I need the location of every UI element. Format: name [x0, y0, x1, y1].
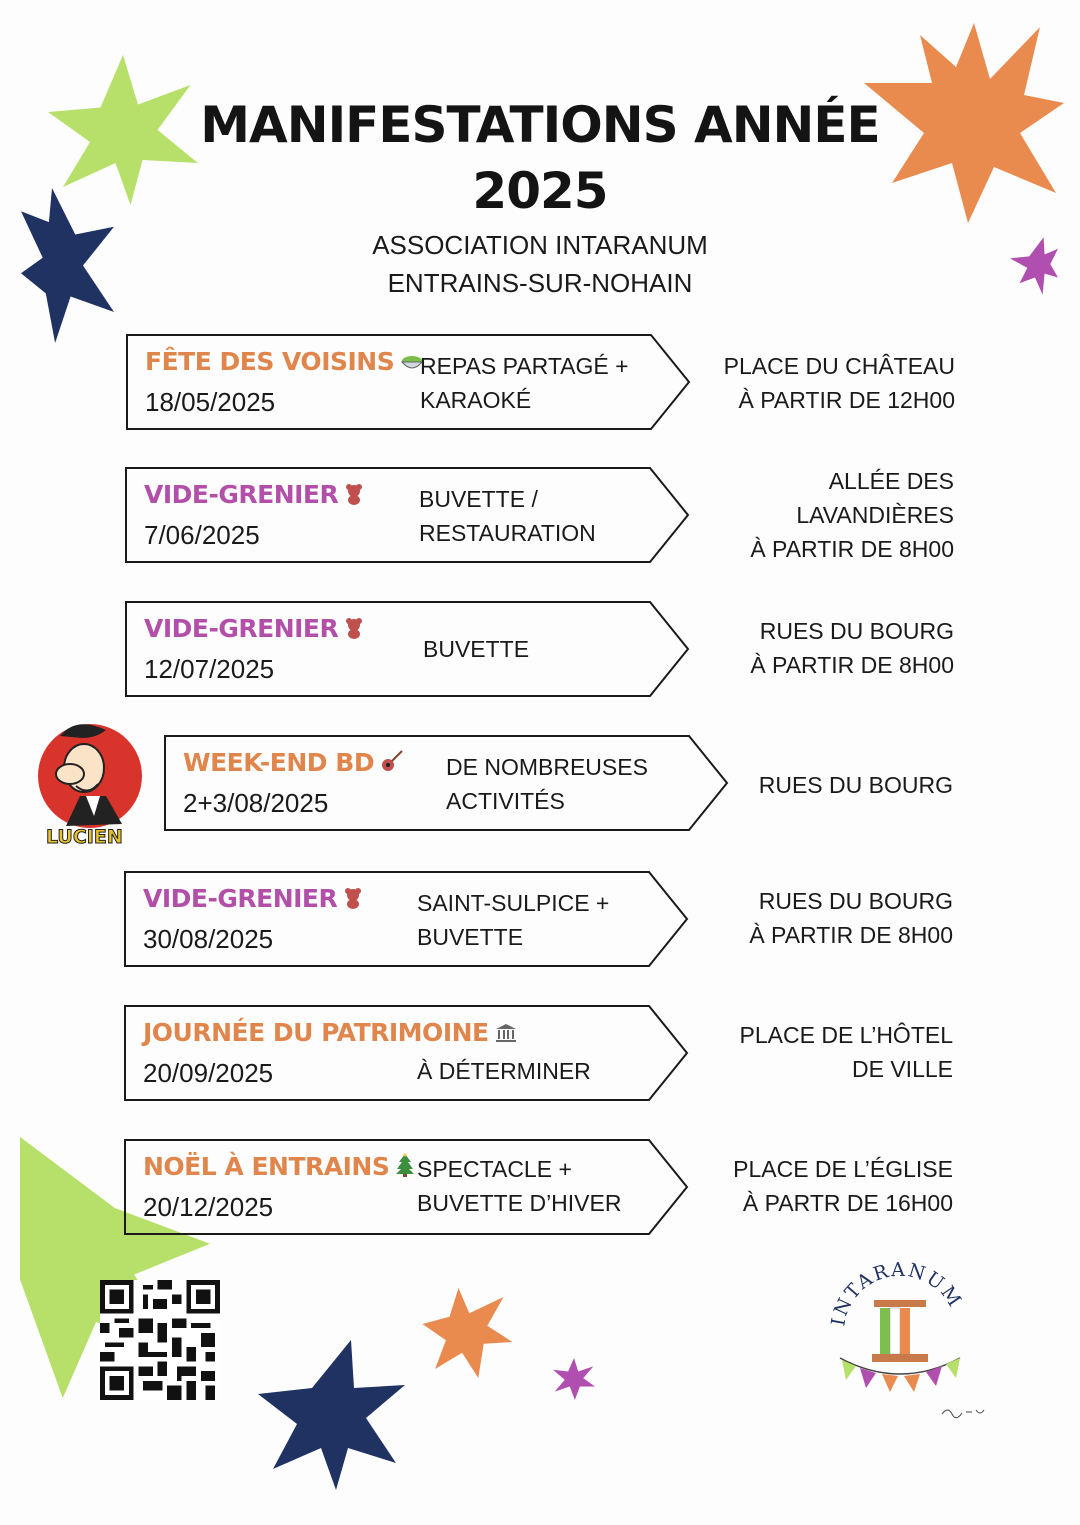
title-line-2: 2025: [472, 162, 608, 220]
event-name: VIDE-GRENIER: [143, 884, 363, 915]
event-card: [123, 870, 953, 968]
teddy-bear-icon: [343, 886, 363, 915]
event-description: BUVETTE / RESTAURATION: [419, 486, 596, 546]
event-date: 7/06/2025: [144, 520, 260, 550]
event-card: [163, 734, 953, 832]
guitar-icon: [380, 749, 404, 779]
event-place: RUES DU BOURG À PARTIR DE 8H00: [749, 888, 953, 948]
event-card: [125, 333, 955, 431]
event-card: [124, 466, 954, 564]
event-description: BUVETTE: [423, 636, 530, 662]
mascot-lucien: [36, 716, 144, 856]
event-name: FÊTE DES VOISINS: [145, 347, 424, 378]
event-name: VIDE-GRENIER: [144, 614, 364, 645]
intaranum-logo: [830, 1260, 970, 1410]
event-place: PLACE DU CHÂTEAU À PARTIR DE 12H00: [723, 353, 955, 413]
christmas-tree-icon: [395, 1153, 415, 1183]
association-name: ASSOCIATION INTARANUM: [372, 230, 708, 260]
title-line-1: MANIFESTATIONS ANNÉE: [200, 96, 880, 154]
qr-code-icon[interactable]: [100, 1280, 220, 1400]
event-description: DE NOMBREUSES ACTIVITÉS: [446, 754, 648, 814]
mascot-label: LUCIEN: [46, 826, 123, 848]
teddy-bear-icon: [344, 482, 364, 511]
event-place: PLACE DE L’ÉGLISE À PARTR DE 16H00: [733, 1156, 953, 1216]
event-card: [124, 600, 954, 698]
event-date: 18/05/2025: [145, 387, 276, 417]
event-name: JOURNÉE DU PATRIMOINE: [143, 1018, 517, 1049]
event-description: SPECTACLE + BUVETTE D’HIVER: [417, 1156, 622, 1216]
event-name: WEEK-END BD: [183, 748, 404, 779]
event-date: 2+3/08/2025: [183, 788, 329, 818]
event-place: PLACE DE L’HÔTEL DE VILLE: [739, 1022, 953, 1082]
svg-text:INTARANUM: NTARANUM: [830, 1260, 967, 1320]
navy-star-icon: [258, 1340, 408, 1490]
event-date: 12/07/2025: [144, 654, 275, 684]
event-date: 30/08/2025: [143, 924, 274, 954]
event-place: RUES DU BOURG: [758, 772, 953, 798]
page-title: [0, 92, 1080, 224]
signature-icon: [940, 1404, 986, 1420]
teddy-bear-icon: [344, 616, 364, 645]
town-name: ENTRAINS-SUR-NOHAIN: [387, 268, 693, 298]
event-description: SAINT-SULPICE + BUVETTE: [417, 890, 610, 950]
event-description: À DÉTERMINER: [417, 1058, 591, 1084]
event-card: [123, 1138, 953, 1236]
purple-star-icon: [553, 1358, 595, 1400]
event-place: ALLÉE DES LAVANDIÈRES À PARTIR DE 8H00: [750, 468, 954, 562]
orange-star-icon: [420, 1288, 515, 1378]
event-name: VIDE-GRENIER: [144, 480, 364, 511]
subtitle: [0, 226, 1080, 302]
event-description: REPAS PARTAGÉ + KARAOKÉ: [420, 353, 629, 413]
event-date: 20/09/2025: [143, 1058, 274, 1088]
event-card: [123, 1004, 953, 1102]
event-date: 20/12/2025: [143, 1192, 274, 1222]
event-name: NOËL À ENTRAINS: [143, 1152, 415, 1183]
column-logo-icon: [830, 1260, 970, 1410]
event-place: RUES DU BOURG À PARTIR DE 8H00: [750, 618, 954, 678]
